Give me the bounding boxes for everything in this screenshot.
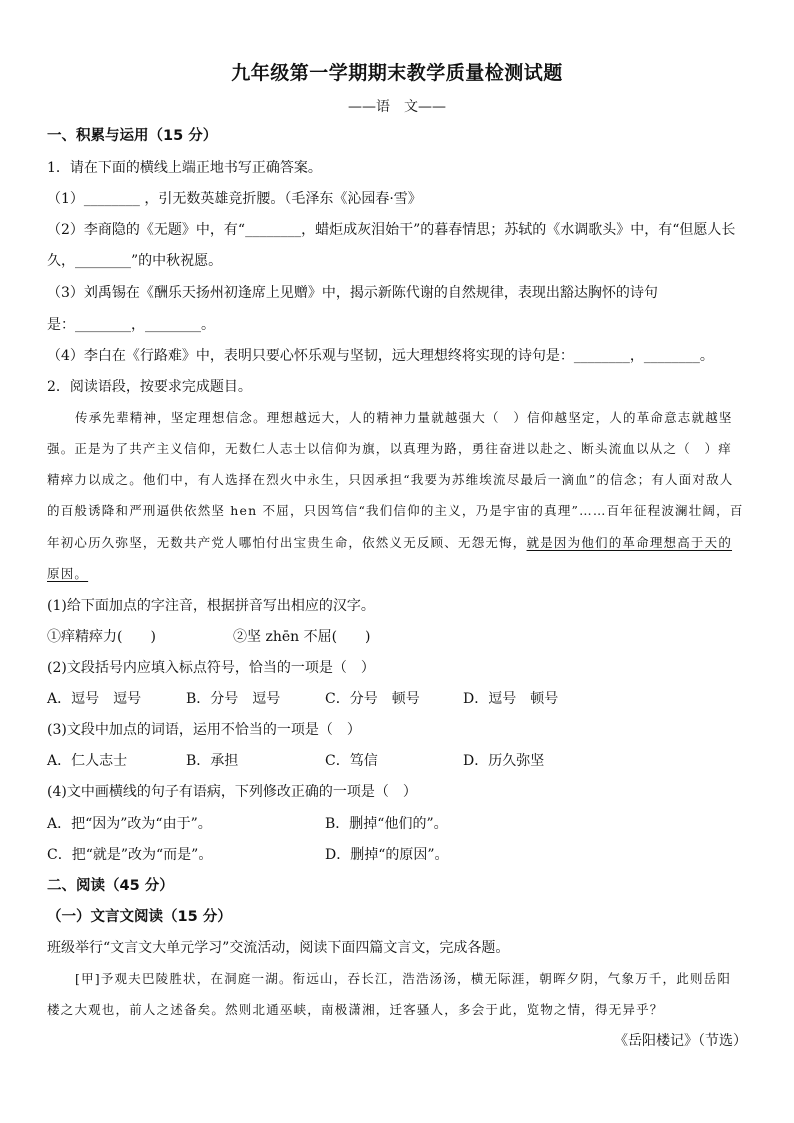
q1-item1: （1）________ ，引无数英雄竞折腰。（毛泽东《沁园春·雪》 [47,191,422,207]
underlined-sentence-end: 原因。 [47,566,89,581]
passage-line6 [47,564,747,584]
subject-subtitle: ——语 文—— [348,99,446,115]
passage-line5 [47,533,747,553]
classical-text-line1: [甲]予观夫巴陵胜状，在洞庭一湖。衔远山，吞长江，浩浩汤汤，横无际涯，朝晖夕阴，气象万千，此则岳阳 [75,971,732,986]
sub2-option-a: A．逗号 逗号 [47,691,142,707]
passage-line5-text: 年初心历久弥坚，无数共产党人哪怕付出宝贵生命，依然义无反顾、无怨无悔， [47,535,527,550]
sub4-option-a: A．把“因为”改为“由于”。 [47,816,212,832]
exam-title: 九年级第一学期期末教学质量检测试题 [231,62,563,84]
q1-item2-line2: 久，________”的中秋祝愿。 [47,253,223,269]
sub-question1-b: ②坚 zhēn 不屈( ) [233,629,371,645]
q2-intro: 2．阅读语段，按要求完成题目。 [47,379,252,395]
sub-question2: (2)文段括号内应填入标点符号，恰当的一项是（ ） [47,660,375,676]
sub4-option-c: C．把“就是”改为“而是”。 [47,847,213,863]
passage-line1: 传承先辈精神，坚定理想信念。理想越远大，人的精神力量就越强大（ ）信仰越坚定，人的革命意志就越坚 [75,410,733,425]
sub3-option-a: A．仁人志士 [47,753,128,769]
q1-item4: （4）李白在《行路难》中，表明只要心怀乐观与坚韧，远大理想终将实现的诗句是：________，________。 [47,348,714,364]
section2-intro: 班级举行“文言文大单元学习”交流活动，阅读下面四篇文言文，完成各题。 [47,940,510,956]
sub-question1: (1)给下面加点的字注音，根据拼音写出相应的汉字。 [47,598,375,614]
sub2-option-b: B．分号 逗号 [186,691,281,707]
text-source: 《岳阳楼记》（节选） [614,1033,747,1049]
sub3-option-b: B．承担 [186,753,239,769]
section1-heading: 一、积累与运用（15 分） [47,128,218,144]
sub-question1-a: ①痒精瘁力( ) [47,629,156,645]
q1-item2-line1: （2）李商隐的《无题》中，有“________，蜡炬成灰泪始干”的暮春情思；苏轼的《水调歌头》中，有“但愿人长 [47,222,736,238]
sub2-option-d: D．逗号 顿号 [463,691,559,707]
underlined-sentence: 就是因为他们的革命理想高于天的 [526,535,733,550]
sub-question4: (4)文中画横线的句子有语病，下列修改正确的一项是（ ） [47,784,417,800]
q1-item3-line1: （3）刘禹锡在《酬乐天扬州初逢席上见赠》中，揭示新陈代谢的自然规律，表现出豁达胸怀的诗句 [47,285,658,301]
sub2-option-c: C．分号 顿号 [325,691,420,707]
q1-intro: 1．请在下面的横线上端正地书写正确答案。 [47,160,322,176]
passage-line3: 精瘁力以成之。他们中，有人选择在烈火中永生，只因承担“我要为苏维埃流尽最后一滴血”的信念；有人面对敌人 [47,472,734,487]
sub-question3: (3)文段中加点的词语，运用不恰当的一项是（ ） [47,722,361,738]
section2-heading: 二、阅读（45 分） [47,878,174,894]
sub4-option-b: B．删掉“他们的”。 [325,816,448,832]
passage-line4: 的百般诱降和严刑逼供依然坚 hen 不屈，只因笃信“我们信仰的主义，乃是宇宙的真理”……百年征程波澜壮阔，百 [47,503,744,518]
q1-item3-line2: 是：________，________。 [47,317,215,333]
section2-subheading: （一）文言文阅读（15 分） [47,909,232,925]
classical-text-line2: 楼之大观也，前人之述备矣。然则北通巫峡，南极潇湘，迁客骚人，多会于此，览物之情，得无异乎？ [47,1002,664,1017]
sub3-option-c: C．笃信 [325,753,378,769]
sub4-option-d: D．删掉“的原因”。 [325,847,449,863]
sub3-option-d: D．历久弥坚 [463,753,545,769]
passage-line2: 强。正是为了共产主义信仰，无数仁人志士以信仰为旗，以真理为路，勇往奋进以赴之、断头流血以从之（ ）痒 [47,441,733,456]
